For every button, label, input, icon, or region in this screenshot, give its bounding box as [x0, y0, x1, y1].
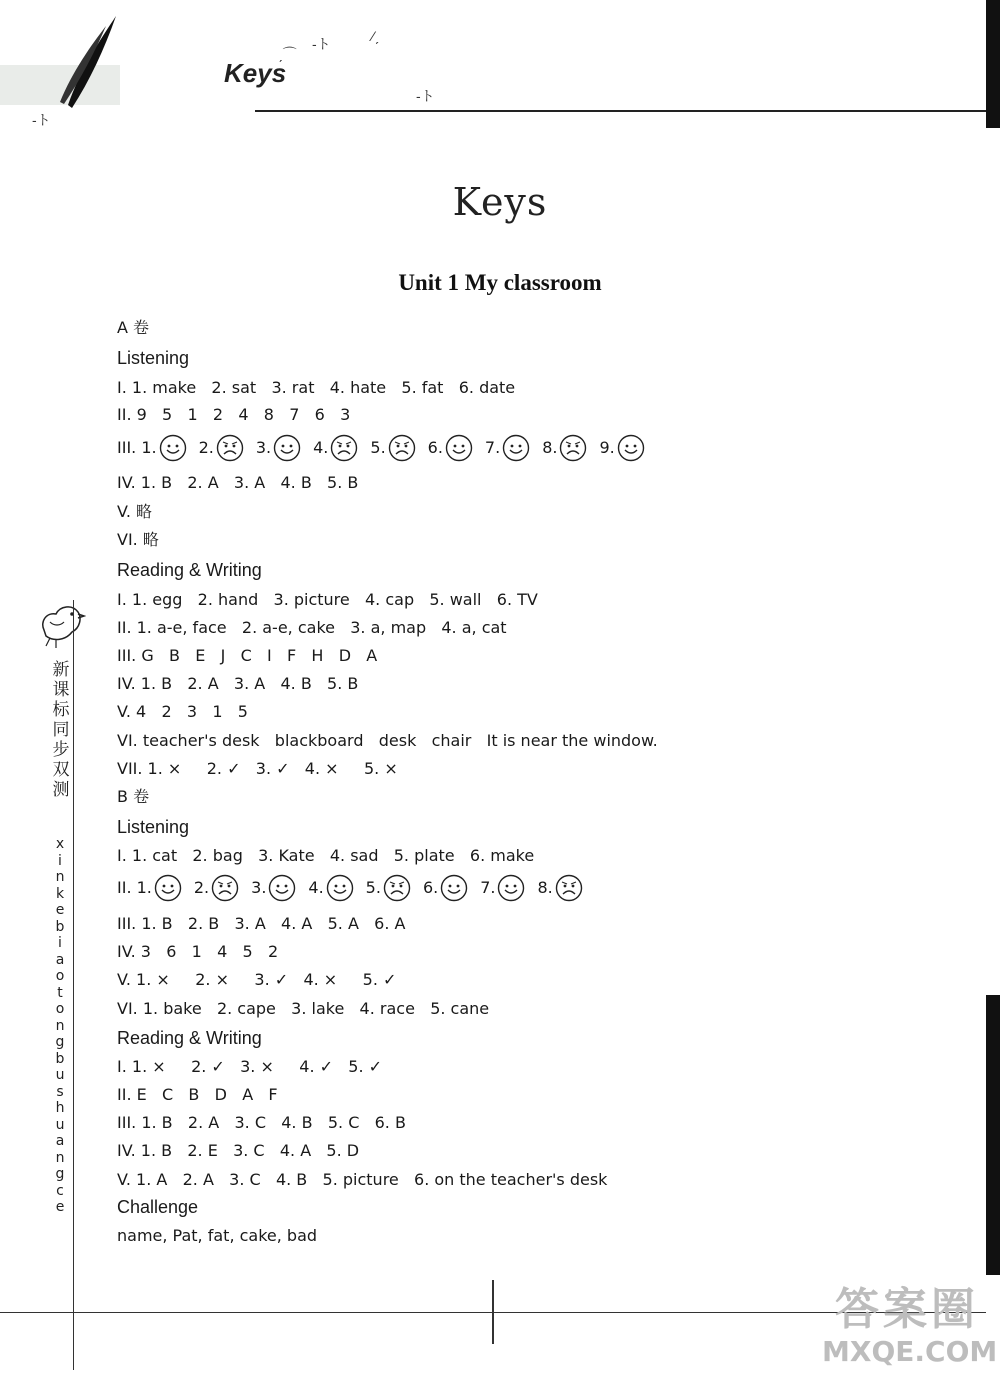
- side-char: n: [55, 1017, 65, 1034]
- sad-face-icon: [388, 434, 416, 462]
- smiley-face-icon: [445, 434, 473, 462]
- answer-line: IV. 3 6 1 4 5 2: [117, 942, 279, 961]
- side-char: i: [58, 852, 62, 869]
- smiley-face-icon: [497, 874, 525, 902]
- side-char: b: [55, 1050, 65, 1067]
- answer-number: 6.: [422, 878, 439, 897]
- sad-face-icon: [383, 874, 411, 902]
- side-char: c: [56, 1182, 64, 1199]
- watermark-url: MXQE.COM: [822, 1335, 998, 1368]
- bird-sketch-icon: -ト: [32, 112, 51, 128]
- answer-line: I. 1. make 2. sat 3. rat 4. hate 5. fat 6. date: [117, 378, 516, 397]
- side-char: a: [55, 951, 65, 968]
- side-char: 标: [52, 700, 70, 720]
- answer-number: 3.: [251, 878, 267, 897]
- header-rule: [255, 110, 987, 112]
- smiley-face-icon: [617, 434, 645, 462]
- sad-face-icon: [211, 874, 239, 902]
- side-char: t: [57, 984, 63, 1001]
- answer-line: IV. 1. B 2. E 3. C 4. A 5. D: [117, 1141, 360, 1160]
- answer-number: 7.: [480, 878, 496, 897]
- face-answer: [428, 434, 485, 462]
- answer-line: name, Pat, fat, cake, bad: [117, 1226, 318, 1245]
- answer-number: 5.: [370, 438, 386, 457]
- answer-line: V. 1. A 2. A 3. C 4. B 5. picture 6. on the teacher's desk: [117, 1170, 608, 1189]
- answer-line: V. 略: [117, 502, 153, 521]
- answer-line: III. 1. B 2. A 3. C 4. B 5. C 6. B: [117, 1113, 406, 1132]
- side-char: o: [55, 1001, 65, 1017]
- side-char: 新: [52, 660, 70, 680]
- side-char: k: [55, 885, 65, 902]
- sad-face-icon: [559, 434, 587, 462]
- answer-number: 4.: [308, 878, 324, 897]
- side-series-pinyin: [52, 836, 68, 1216]
- side-char: 步: [52, 740, 70, 760]
- smiley-face-icon: [268, 874, 296, 902]
- side-char: x: [55, 836, 65, 852]
- answer-number: 4.: [313, 438, 329, 457]
- section-heading: Listening: [117, 817, 190, 837]
- face-answer: [599, 434, 656, 462]
- side-char: u: [55, 1067, 65, 1083]
- face-answer: [194, 874, 251, 902]
- page-edge-bar: [986, 995, 1000, 1275]
- answer-line: IV. 1. B 2. A 3. A 4. B 5. B: [117, 674, 359, 693]
- answer-line: II. 9 5 1 2 4 8 7 6 3: [117, 405, 351, 424]
- unit-title: Unit 1 My classroom: [398, 270, 602, 295]
- answer-line: I. 1. × 2. ✓ 3. × 4. ✓ 5. ✓: [117, 1057, 383, 1076]
- smiley-face-icon: [502, 434, 530, 462]
- bird-sketch-icon: -ト: [416, 88, 435, 104]
- side-char: s: [56, 1083, 64, 1100]
- answer-number: 6.: [427, 438, 443, 457]
- answer-line: IV. 1. B 2. A 3. A 4. B 5. B: [117, 473, 359, 492]
- face-answer: [485, 434, 542, 462]
- answer-line: V. 4 2 3 1 5: [117, 702, 248, 721]
- watermark-chinese: 答案圈: [835, 1284, 979, 1335]
- bird-sketch-icon: ⁄ˏ: [372, 28, 379, 44]
- answer-number: 7.: [484, 438, 501, 457]
- side-char: e: [55, 1199, 65, 1215]
- face-answer: [542, 434, 599, 462]
- side-char: g: [55, 1034, 65, 1050]
- face-answer: [423, 874, 480, 902]
- section-heading: Reading & Writing: [117, 1028, 262, 1048]
- section-heading: Reading & Writing: [117, 560, 262, 580]
- side-char: n: [55, 869, 65, 885]
- side-char: n: [55, 1149, 65, 1166]
- answer-line: VI. teacher's desk blackboard desk chair It is near the window.: [117, 731, 658, 750]
- bird-sketch-icon: -ト: [312, 36, 331, 52]
- volume-label: A 卷: [117, 318, 150, 337]
- footer-tick: [492, 1280, 494, 1344]
- answer-line: II. 1. a-e, face 2. a-e, cake 3. a, map 4. a, cat: [117, 618, 507, 637]
- face-answer: [537, 874, 594, 902]
- side-char: a: [55, 1133, 65, 1149]
- face-answer: [199, 434, 256, 462]
- answer-line: II. E C B D A F: [117, 1085, 278, 1104]
- side-rule: [73, 600, 74, 1370]
- sad-face-icon: [555, 874, 583, 902]
- header-keys-label: Keys: [224, 58, 287, 88]
- face-answer: [313, 434, 370, 462]
- volume-label: B 卷: [117, 787, 150, 806]
- answer-number: 2.: [193, 878, 210, 897]
- side-char: e: [55, 902, 65, 918]
- side-char: 测: [52, 780, 70, 800]
- face-answer: [366, 874, 423, 902]
- answer-line: III. G B E J C I F H D A: [117, 646, 378, 665]
- side-char: b: [55, 918, 65, 935]
- smiley-face-icon: [154, 874, 182, 902]
- question-label: II. 1.: [117, 878, 152, 897]
- header-logo-swoosh: [0, 10, 130, 120]
- side-char: h: [55, 1100, 65, 1116]
- side-char: 同: [52, 720, 70, 740]
- face-answer: [256, 434, 313, 462]
- faces-row-a: [117, 434, 657, 462]
- side-char: i: [58, 935, 62, 951]
- side-char: g: [55, 1166, 65, 1182]
- smiley-face-icon: [159, 434, 187, 462]
- page-edge-bar: [986, 0, 1000, 128]
- sad-face-icon: [330, 434, 358, 462]
- bird-mascot-icon: [36, 600, 86, 650]
- side-char: 课: [52, 680, 70, 700]
- side-char: u: [55, 1116, 65, 1133]
- answer-line: I. 1. egg 2. hand 3. picture 4. cap 5. wall 6. TV: [117, 590, 538, 609]
- smiley-face-icon: [326, 874, 354, 902]
- face-answer: [370, 434, 427, 462]
- answer-line: VI. 略: [117, 530, 159, 549]
- sad-face-icon: [216, 434, 244, 462]
- page-title: Keys: [452, 180, 548, 224]
- side-series-title: [50, 660, 72, 800]
- answer-line: III. 1. B 2. B 3. A 4. A 5. A 6. A: [117, 914, 406, 933]
- answer-number: 2.: [198, 438, 214, 457]
- section-heading: Listening: [117, 348, 190, 368]
- answer-line: VII. 1. × 2. ✓ 3. ✓ 4. × 5. ×: [117, 759, 398, 778]
- side-char: 双: [52, 760, 70, 780]
- answer-line: VI. 1. bake 2. cape 3. lake 4. race 5. cane: [117, 999, 490, 1018]
- answer-number: 5.: [365, 878, 381, 897]
- bird-sketch-icon: ˏ⌒: [278, 46, 297, 62]
- face-answer: [154, 874, 194, 902]
- smiley-face-icon: [273, 434, 301, 462]
- question-label: III. 1.: [117, 438, 157, 457]
- side-char: o: [55, 968, 65, 984]
- watermark: [822, 1284, 998, 1369]
- answer-line: I. 1. cat 2. bag 3. Kate 4. sad 5. plate 6. make: [117, 846, 535, 865]
- face-answer: [159, 434, 199, 462]
- faces-row-b: [117, 874, 595, 902]
- smiley-face-icon: [440, 874, 468, 902]
- face-answer: [480, 874, 537, 902]
- face-answer: [251, 874, 308, 902]
- answer-number: 8.: [537, 878, 553, 897]
- answer-number: 8.: [542, 438, 558, 457]
- answer-line: V. 1. × 2. × 3. ✓ 4. × 5. ✓: [117, 970, 397, 989]
- answer-number: 9.: [599, 438, 615, 457]
- answer-number: 3.: [255, 438, 272, 457]
- section-heading: Challenge: [117, 1197, 199, 1217]
- face-answer: [308, 874, 365, 902]
